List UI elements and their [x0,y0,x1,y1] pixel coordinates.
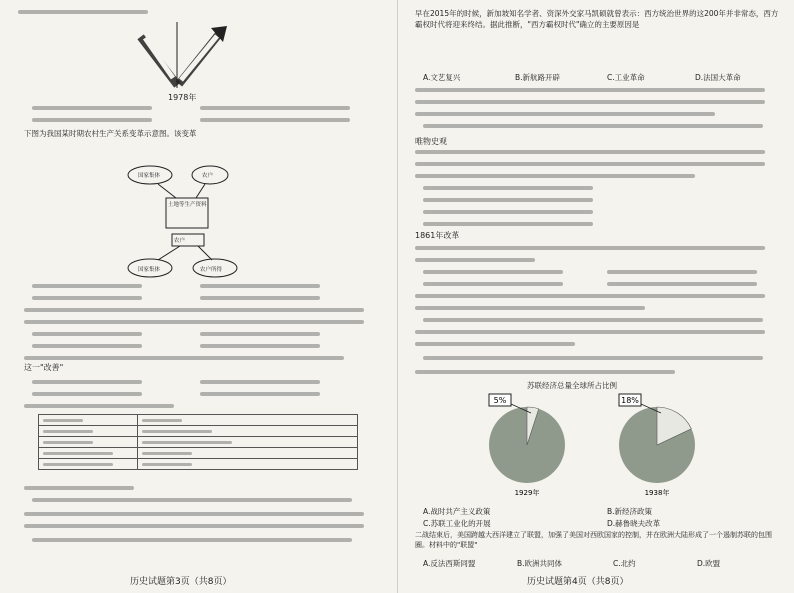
option-line [200,344,320,348]
diagram-middle: 农户 [174,238,186,244]
option-line [200,380,320,384]
question-line [415,150,765,154]
question-line [415,330,765,334]
option-line [32,118,152,122]
diagram-farmer-bottom: 农户所得 [200,267,223,273]
option-line [32,538,352,542]
question-line [24,512,364,516]
q24-option-a: A.战时共产主义政策 [423,507,491,516]
option-line [423,186,593,190]
question-line [24,486,134,490]
q18-option-b: B.新航路开辟 [515,73,561,82]
option-line [423,282,563,286]
option-line [200,118,350,122]
question-20-fragment: 唯物史观 [415,137,447,146]
option-line [200,284,320,288]
option-line [200,332,320,336]
option-line [423,210,593,214]
option-line [423,198,593,202]
q18-option-c: C.工业革命 [607,73,645,82]
pie-year-label: 1929年 [514,489,540,497]
q24-option-b: B.新经济政策 [607,507,653,516]
question-line [415,258,535,262]
question-17-fragment: 这一"改善" [24,363,64,372]
q25-option-b: B.欧洲共同体 [517,559,563,568]
option-line [32,344,142,348]
option-line [607,282,757,286]
year-label: 1978年 [168,93,197,102]
question-line [24,404,174,408]
option-line [32,106,152,110]
option-line [423,356,763,360]
option-line [200,392,320,396]
option-line [32,296,142,300]
option-line [32,392,142,396]
page-footer-right: 历史试题第4页（共8页） [527,577,629,587]
pie-year-label: 1938年 [644,489,670,497]
chart-title: 苏联经济总量全球所占比例 [527,381,617,390]
option-line [32,498,352,502]
page-footer-left: 历史试题第3页（共8页） [130,577,232,587]
question-line [18,10,148,14]
question-line [415,112,715,116]
option-line [423,124,763,128]
question-line [415,306,645,310]
question-line [415,342,575,346]
q25-option-c: C.北约 [613,559,636,568]
question-line [415,162,765,166]
option-line [607,270,757,274]
q25-option-d: D.欧盟 [697,559,721,568]
question-line [415,246,765,250]
q24-option-c: C.苏联工业化的开展 [423,519,491,528]
question-15-text: 下图为我国某时期农村生产关系变革示意图。该变革 [24,129,197,138]
question-18-text: 早在2015年的时候，新加坡知名学者、资深外交家马凯硕就曾表示：西方统治世界的这200年并非常态，西方霸权时代将迎来终结。据此推断，"西方霸权时代"确立的主要原因是 [415,9,779,29]
option-line [423,270,563,274]
question-line [415,88,765,92]
question-line [24,308,364,312]
question-21-fragment: 1861年改革 [415,231,460,240]
option-line [32,284,142,288]
pie-value-label: 5% [493,396,507,405]
question-line [415,100,765,104]
question-line [415,370,675,374]
question-line [24,320,364,324]
option-line [423,222,593,226]
question-line [415,294,765,298]
civilization-table [38,414,358,470]
option-line [200,296,320,300]
option-line [200,106,350,110]
right-page [397,0,794,593]
question-line [24,356,344,360]
question-25-text: 二战结束后，美国跨越大西洋建立了联盟，加强了美国对西欧国家的控制，并在欧洲大陆形成了一个遏制苏联的包围圈。材料中的"联盟" [415,531,772,549]
q18-option-d: D.法国大革命 [695,73,741,82]
diagram-farmer-top: 农户 [202,173,214,179]
question-line [24,524,364,528]
diagram-state-bottom: 国家集体 [138,267,161,273]
diagram-state-top: 国家集体 [138,173,161,179]
option-line [32,332,142,336]
pie-value-label: 18% [621,396,639,405]
option-line [423,318,763,322]
q18-option-a: A.文艺复兴 [423,73,461,82]
policy-arrow-diagram [135,22,235,92]
question-line [415,174,695,178]
soviet-economy-pie-charts [467,390,767,500]
q25-option-a: A.反法西斯同盟 [423,559,476,568]
q24-option-d: D.赫鲁晓夫改革 [607,519,661,528]
diagram-land-center: 土地等生产资料 [168,202,207,208]
option-line [32,380,142,384]
